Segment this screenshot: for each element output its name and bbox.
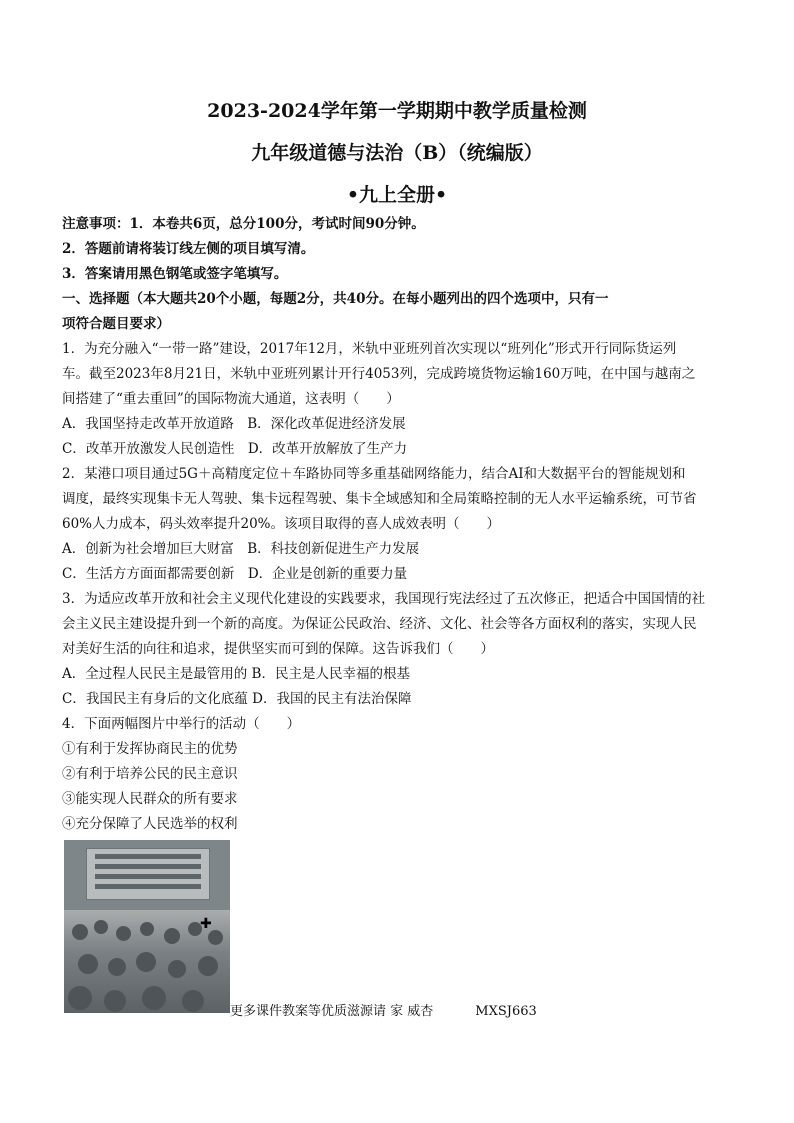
answer-options: A．全过程人民民主是最管用的 B．民主是人民幸福的根基: [62, 666, 410, 682]
answer-options: C．我国民主有身后的文化底蕴 D．我国的民主有法治保障: [62, 691, 412, 707]
question-text: 车。截至2023年8月21日，米轨中亚班列累计开行4053列，完成跨境货物运输160万吨，在中国与越南之: [62, 366, 696, 382]
meeting-photo: [64, 840, 230, 1013]
statement-option: ②有利于培养公民的民主意识: [62, 766, 238, 782]
exam-subtitle: 九年级道德与法治（B）（统编版）: [251, 142, 543, 164]
question-4: [62, 712, 738, 837]
statement-option: ③能实现人民群众的所有要求: [62, 791, 238, 807]
question-text: 3．为适应改革开放和社会主义现代化建设的实践要求，我国现行宪法经过了五次修正，把适合中国国情的社: [62, 591, 706, 607]
notice-line: 注意事项：1．本卷共6页，总分100分，考试时间90分钟。: [62, 216, 425, 232]
question-text: 2．某港口项目通过5G＋高精度定位＋车路协同等多重基础网络能力，结合AI和大数据平台的智能规划和: [62, 466, 686, 482]
footer-text: 更多课件教案等优质滋源请 家 威杏: [230, 1004, 434, 1019]
section-heading: 项符合题目要求）: [62, 316, 170, 332]
cross-icon: ✚: [200, 916, 212, 932]
answer-options: A．我国坚持走改革开放道路 B．深化改革促进经济发展: [62, 416, 406, 432]
watermark-footer: [230, 1000, 537, 1019]
notice-line: 2．答题前请将装订线左侧的项目填写清。: [62, 241, 315, 257]
answer-options: C．改革开放激发人民创造性 D．改革开放解放了生产力: [62, 441, 408, 457]
question-text: 1．为充分融入“一带一路”建设，2017年12月，米轨中亚班列首次实现以“班列化”形式开行同际货运列: [62, 341, 677, 357]
section-heading: 一、选择题（本大题共20个小题，每题2分，共40分。在每小题列出的四个选项中，只有一: [62, 291, 609, 307]
photo-banner: [86, 848, 210, 900]
exam-scope: •九上全册•: [346, 184, 448, 206]
question-text: 间搭建了“重去重回”的国际物流大通道，这表明（ ）: [62, 391, 400, 407]
answer-options: C．生活方方面面都需要创新 D．企业是创新的重要力量: [62, 566, 408, 582]
question-text: 4．下面两幅图片中举行的活动（ ）: [62, 716, 301, 732]
question-text: 调度，最终实现集卡无人驾驶、集卡远程驾驶、集卡全域感知和全局策略控制的无人水平运输系统，可节省: [62, 491, 697, 507]
question-2: [62, 462, 738, 587]
question-text: 60%人力成本，码头效率提升20%。该项目取得的喜人成效表明（ ）: [62, 516, 501, 532]
question-1: [62, 337, 738, 462]
notice-line: 3．答案请用黑色钢笔或签字笔填写。: [62, 266, 288, 282]
statement-option: ①有利于发挥协商民主的优势: [62, 741, 238, 757]
question-3: [62, 587, 738, 712]
footer-code: MXSJ663: [475, 1004, 537, 1019]
statement-option: ④充分保障了人民选举的权利: [62, 816, 238, 832]
question-text: 会主义民主建设提升到一个新的高度。为保证公民政治、经济、文化、社会等各方面权利的落实，实现人民: [62, 616, 697, 632]
exam-content: [62, 212, 738, 837]
answer-options: A．创新为社会增加巨大财富 B．科技创新促进生产力发展: [62, 541, 420, 557]
question-text: 对美好生活的向往和追求，提供坚实而可到的保障。这告诉我们（ ）: [62, 641, 494, 657]
exam-title: 2023-2024学年第一学期期中教学质量检测: [207, 100, 587, 122]
